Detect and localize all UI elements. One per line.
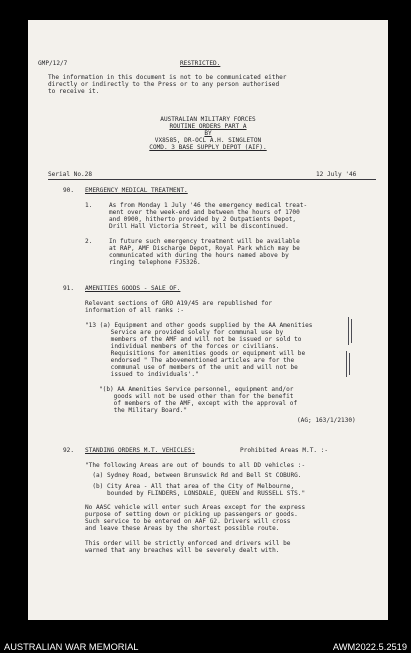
serial-number: Serial No.28 xyxy=(48,171,93,178)
section-92-line: and leave these Areas by the shortest possible route. xyxy=(85,525,280,532)
section-91-intro-line: information of all ranks :- xyxy=(85,307,185,314)
section-90-heading: EMERGENCY MEDICAL TREATMENT. xyxy=(85,187,188,194)
section-90-para-1-line: and 0900, hitherto provided by 2 Outpatients Depot, xyxy=(109,216,297,223)
quote-a-line: Service are provided solely for communal use by xyxy=(85,329,284,336)
quote-b-line: goods will not be used other than for the benefit xyxy=(99,393,294,400)
quote-b-line: the Military Board." xyxy=(99,407,188,414)
section-92-line: No AASC vehicle will enter such Areas except for the express xyxy=(85,504,306,511)
section-91-intro-line: Relevant sections of GRO A19/45 are republished for xyxy=(85,300,273,307)
archive-accession-number: AWM2022.5.2519 xyxy=(332,642,407,652)
handwritten-margin-mark xyxy=(348,317,349,345)
title-line-3: BY xyxy=(204,130,212,137)
section-92-line: bounded by FLINDERS, LONSDALE, QUEEN and RUSSELL STS." xyxy=(85,490,306,497)
section-91-number: 91. xyxy=(63,285,75,292)
title-line-2: ROUTINE ORDERS PART A xyxy=(169,123,247,130)
issue-date: 12 July '46 xyxy=(316,171,357,178)
section-92-subheading: Prohibited Areas M.T. :- xyxy=(240,447,329,454)
handwritten-margin-mark xyxy=(349,353,350,375)
section-92-line: This order will be strictly enforced and drivers will be xyxy=(85,540,291,547)
section-90-para-2-line: communicated with during the hours named above by xyxy=(109,252,289,259)
section-92-heading: STANDING ORDERS M.T. VEHICLES: xyxy=(85,447,196,454)
section-92-line: purpose of setting down or picking up passengers or goods. xyxy=(85,511,298,518)
section-90-para-1-line: Drill Hall Victoria Street, will be discontinued. xyxy=(109,223,289,230)
section-92-line: "The following Areas are out of bounds to all DD vehicles :- xyxy=(85,462,306,469)
section-92-line: (a) Sydney Road, between Brunswick Rd and Bell St COBURG. xyxy=(85,472,302,479)
header-rule xyxy=(48,179,376,180)
section-90-para-2-number: 2. xyxy=(85,238,93,245)
section-90-para-1-line: As from Monday 1 July '46 the emergency medical treat- xyxy=(109,202,308,209)
handwritten-margin-mark xyxy=(351,319,352,343)
section-92-line: (b) City Area - All that area of the City of Melbourne, xyxy=(85,483,295,490)
title-line-1: AUSTRALIAN MILITARY FORCES xyxy=(160,116,256,123)
title-line-4: VX8585, DR-OCL A.H. SINGLETON xyxy=(154,137,262,144)
quote-a-line: "13 (a) Equipment and other goods supplied by the AA Amenities xyxy=(85,322,313,329)
section-90-number: 90. xyxy=(63,187,75,194)
section-92-number: 92. xyxy=(63,447,75,454)
section-90-para-2-line: In future such emergency treatment will be available xyxy=(109,238,300,245)
section-90-para-1-line: ment over the week-end and between the hours of 1700 xyxy=(109,209,300,216)
quote-a-line: communal use of members of the unit and will not be xyxy=(85,364,298,371)
notice-line-3: to receive it. xyxy=(48,88,100,95)
notice-line-1: The information in this document is not to be communicated either xyxy=(48,74,287,81)
quote-b-line: "(b) AA Amenities Service personnel, equipment and/or xyxy=(99,386,294,393)
archive-name: AUSTRALIAN WAR MEMORIAL xyxy=(4,642,139,652)
quote-a-line: members of the AMF and will not be issued or sold to xyxy=(85,336,302,343)
quote-a-line: endorsed " The abovementioned articles are for the xyxy=(85,357,295,364)
classification-marking: RESTRICTED. xyxy=(180,60,221,67)
section-92-line: Such service to be entered on AAF G2. Drivers will cross xyxy=(85,518,291,525)
document-reference: GMP/12/7 xyxy=(38,60,68,67)
handwritten-margin-mark xyxy=(346,351,347,377)
quote-a-line: Requisitions for amenities goods or equipment will be xyxy=(85,350,306,357)
section-91-heading: AMENITIES GOODS - SALE OF. xyxy=(85,285,181,292)
section-90-para-2-line: at RAP, AMF Discharge Depot, Royal Park which may be xyxy=(109,245,300,252)
title-line-5: COMD. 3 BASE SUPPLY DEPOT (AIF). xyxy=(149,144,267,151)
quote-a-line: individual members of the forces or civilians. xyxy=(85,343,280,350)
notice-line-2: directly or indirectly to the Press or to any person authorised xyxy=(48,81,280,88)
section-90-para-1-number: 1. xyxy=(85,202,93,209)
quote-a-line: issued to individuals'." xyxy=(85,371,199,378)
section-91-authority: (AG; 163/1/2130) xyxy=(297,417,356,424)
document-page xyxy=(28,20,388,620)
quote-b-line: of members of the AMF, except with the approval of xyxy=(99,400,298,407)
section-92-line: warned that any breaches will be severely dealt with. xyxy=(85,547,280,554)
section-90-para-2-line: ringing telephone FJ5326. xyxy=(109,259,201,266)
